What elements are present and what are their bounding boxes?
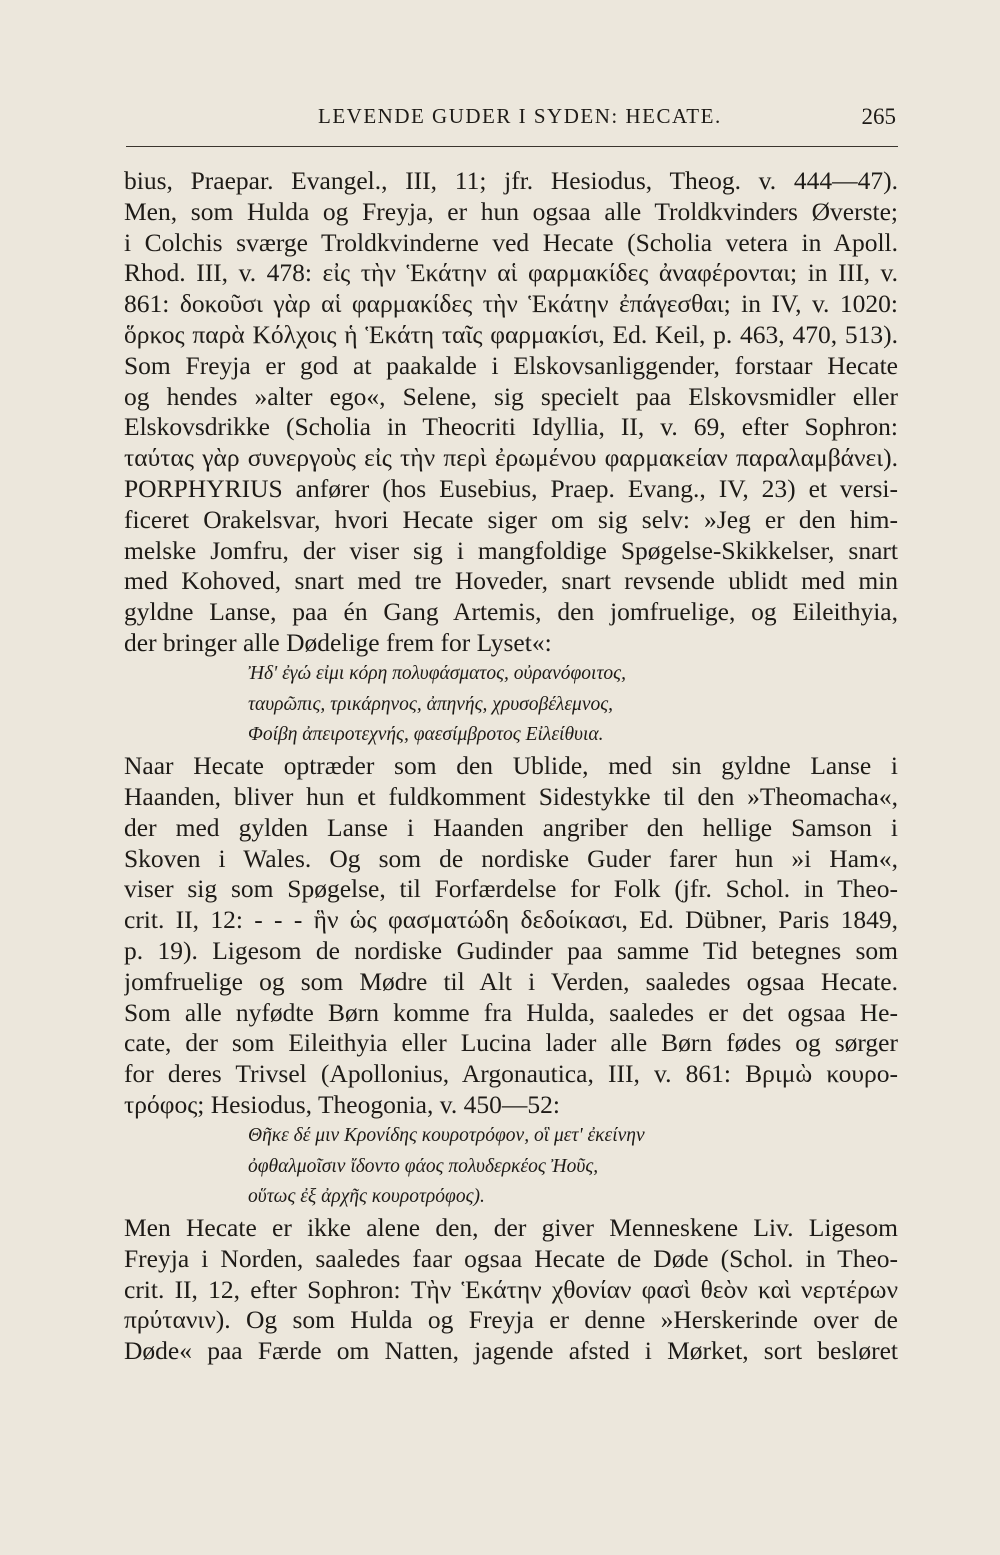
page-header: [126, 100, 898, 147]
text-line: cate, der som Eileithyia eller Lucina lader alle Børn fødes og sørger: [124, 1028, 898, 1058]
text-line: og hendes »alter ego«, Selene, sig specielt paa Elskovsmidler eller: [124, 381, 898, 411]
text-line: Rhod. III, v. 478: εἰς τὴν Ἑκάτην αἱ φαρμακίδες ἀναφέρονται; in III, v.: [124, 258, 898, 288]
text-line: ficeret Orakelsvar, hvori Hecate siger om sig selv: »Jeg er den him-: [124, 504, 898, 534]
verse-line: οὕτως ἐξ ἀρχῆς κουροτρόφος).: [248, 1186, 485, 1208]
running-title: LEVENDE GUDER I SYDEN: HECATE.: [318, 104, 722, 128]
verse-line: Ἠδ' ἐγώ εἰμι κόρη πολυφάσματος, οὐρανόφοιτος,: [248, 662, 626, 684]
text-line: bius, Praepar. Evangel., III, 11; jfr. Hesiodus, Theog. v. 444—47).: [124, 166, 898, 195]
text-line: Som alle nyfødte Børn komme fra Hulda, saaledes er det ogsaa He-: [124, 997, 898, 1027]
text-line: Freyja i Norden, saaledes faar ogsaa Hecate de Døde (Schol. in Theo-: [124, 1243, 898, 1273]
text-line: melske Jomfru, der viser sig i mangfoldige Spøgelse-Skikkelser, snart: [124, 535, 898, 565]
text-line: Haanden, bliver hun et fuldkomment Sidestykke til den »Theomacha«,: [124, 781, 898, 811]
text-line: Men Hecate er ikke alene den, der giver Menneskene Liv. Ligesom: [124, 1213, 898, 1243]
page-number: 265: [861, 104, 896, 129]
verse-line: Φοίβη ἀπειροτεχνής, φαεσίμβροτος Εἰλείθυια.: [248, 724, 604, 746]
text-line: Men, som Hulda og Freyja, er hun ogsaa alle Troldkvinders Øverste;: [124, 196, 898, 226]
body-text: [124, 166, 898, 1367]
text-line: p. 19). Ligesom de nordiske Gudinder paa samme Tid betegnes som: [124, 935, 898, 965]
text-line: Som Freyja er god at paakalde i Elskovsanliggender, forstaar Hecate: [124, 350, 898, 380]
text-line: jomfruelige og som Mødre til Alt i Verden, saaledes ogsaa Hecate.: [124, 966, 898, 996]
text-line: 861: δοκοῦσι γὰρ αἱ φαρμακίδες τὴν Ἑκάτην ἐπάγεσθαι; in IV, v. 1020:: [124, 289, 898, 319]
text-line: πρύτανιν). Og som Hulda og Freyja er denne »Herskerinde over de: [124, 1305, 898, 1335]
text-line: i Colchis sværge Troldkvinderne ved Hecate (Scholia vetera in Apoll.: [124, 227, 898, 257]
verse-line: ὀφθαλμοῖσιν ἴδοντο φάος πολυδερκέος Ἠοῦς,: [248, 1155, 599, 1177]
text-line: gyldne Lanse, paa én Gang Artemis, den jomfruelige, og Eileithyia,: [124, 597, 898, 627]
text-line: ταύτας γὰρ συνεργοὺς εἰς τὴν περὶ ἐρωμένου φαρμακείαν παραλαμβάνει).: [124, 443, 898, 473]
text-line: Elskovsdrikke (Scholia in Theocriti Idyllia, II, v. 69, efter Sophron:: [124, 412, 898, 442]
text-line: viser sig som Spøgelse, til Forfærdelse for Folk (jfr. Schol. in Theo-: [124, 874, 898, 904]
text-line: der bringer alle Dødelige frem for Lyset«:: [124, 627, 552, 657]
text-line: Naar Hecate optræder som den Ublide, med sin gyldne Lanse i: [124, 751, 898, 781]
text-line: PORPHYRIUS anfører (hos Eusebius, Praep. Evang., IV, 23) et versi-: [124, 473, 898, 503]
text-line: τρόφος; Hesiodus, Theogonia, v. 450—52:: [124, 1089, 560, 1119]
text-line: med Kohoved, snart med tre Hoveder, snart revsende ublidt med min: [124, 566, 898, 596]
text-line: ὅρκος παρὰ Κόλχοις ἡ Ἑκάτη ταῖς φαρμακίσι, Ed. Keil, p. 463, 470, 513).: [124, 319, 898, 349]
text-line: for deres Trivsel (Apollonius, Argonautica, III, v. 861: Βριμὼ κουρο-: [124, 1059, 898, 1089]
verse-line: ταυρῶπις, τρικάρηνος, ἀπηνής, χρυσοβέλεμνος,: [248, 693, 614, 715]
verse-line: Θῆκε δέ μιν Κρονίδης κουροτρόφον, οἳ μετ' ἐκείνην: [248, 1124, 645, 1146]
text-line: der med gylden Lanse i Haanden angriber den hellige Samson i: [124, 812, 898, 842]
text-line: crit. II, 12: - - - ἣν ὡς φασματώδη δεδοίκασι, Ed. Dübner, Paris 1849,: [124, 905, 898, 935]
text-line: Døde« paa Færde om Natten, jagende afsted i Mørket, sort besløret: [124, 1336, 898, 1366]
text-line: Skoven i Wales. Og som de nordiske Guder farer hun »i Ham«,: [124, 843, 898, 873]
text-line: crit. II, 12, efter Sophron: Τὴν Ἑκάτην χθονίαν φασὶ θεὸν καὶ νερτέρων: [124, 1274, 898, 1304]
